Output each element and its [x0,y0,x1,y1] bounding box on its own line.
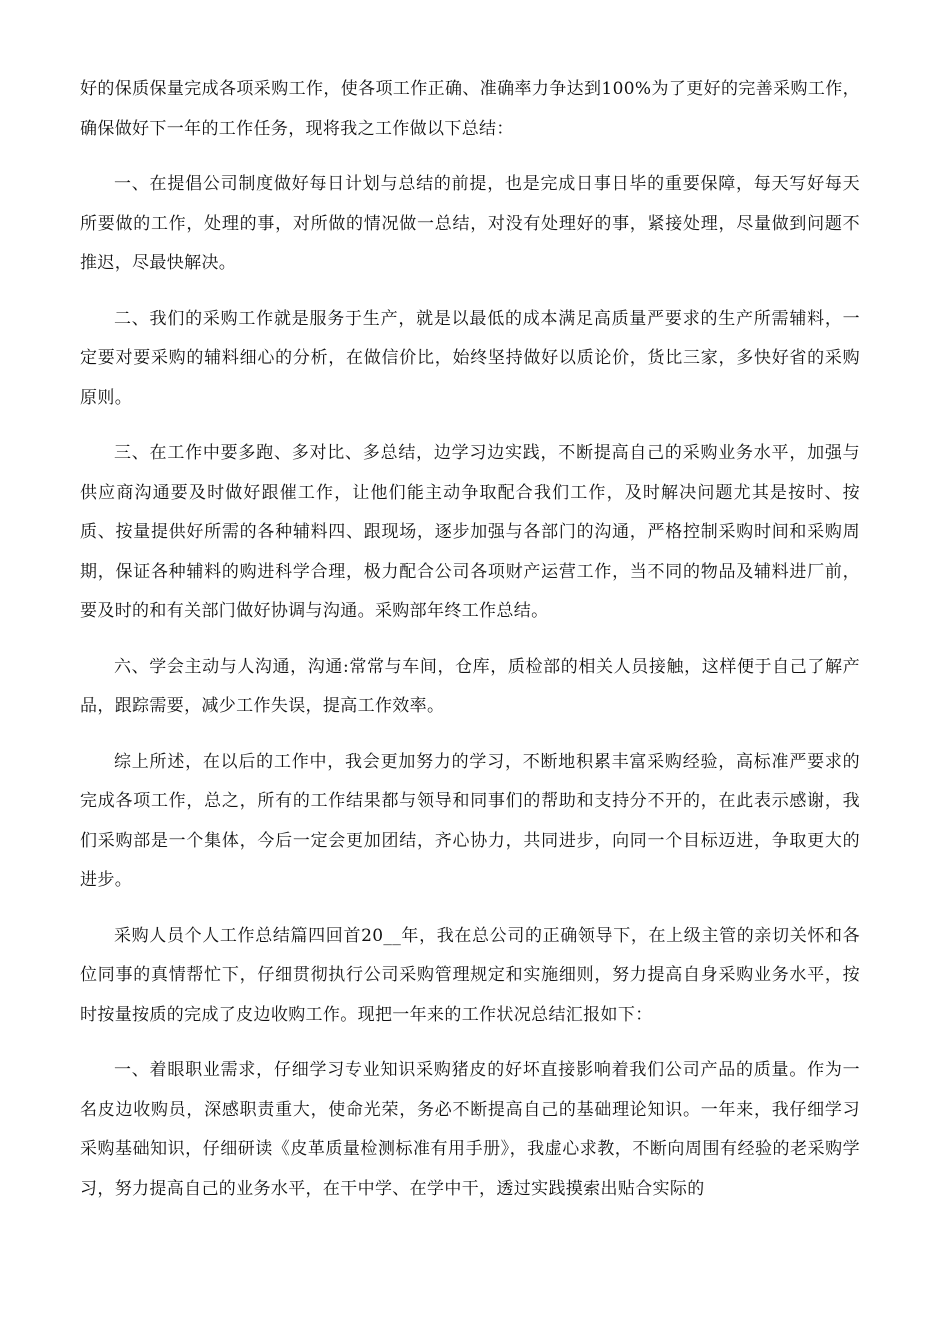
paragraph-point-2: 二、我们的采购工作就是服务于生产，就是以最低的成本满足高质量严要求的生产所需辅料，一定要对要采购的辅料细心的分析，在做信价比，始终坚持做好以质论价，货比三家，多快好省的采购原则。 [80,308,860,408]
paragraph-section-four-intro: 采购人员个人工作总结篇四回首20__年，我在总公司的正确领导下，在上级主管的亲切关怀和各位同事的真情帮忙下，仔细贯彻执行公司采购管理规定和实施细则，努力提高自身采购业务水平，按时按量按质的完成了皮边收购工作。现把一年来的工作状况总结汇报如下： [80,925,860,1025]
paragraph-continued: 好的保质保量完成各项采购工作，使各项工作正确、准确率力争达到100%为了更好的完善采购工作，确保做好下一年的工作任务，现将我之工作做以下总结： [80,79,860,139]
paragraph-point-3: 三、在工作中要多跑、多对比、多总结，边学习边实践，不断提高自己的采购业务水平，加强与供应商沟通要及时做好跟催工作，让他们能主动争取配合我们工作，及时解决问题尤其是按时、按质、按量提供好所需的各种辅料四、跟现场，逐步加强与各部门的沟通，严格控制采购时间和采购周期，保证各种辅料的购进科学合理，极力配合公司各项财产运营工作，当不同的物品及辅料进厂前，要及时的和有关部门做好协调与沟通。采购部年终工作总结。 [80,443,860,621]
paragraph-point-6: 六、学会主动与人沟通，沟通:常常与车间，仓库，质检部的相关人员接触，这样便于自己了解产品，跟踪需要，减少工作失误，提高工作效率。 [80,656,860,716]
document-page [80,70,860,1225]
paragraph-section-four-point-1: 一、着眼职业需求，仔细学习专业知识采购猪皮的好坏直接影响着我们公司产品的质量。作为一名皮边收购员，深感职责重大，使命光荣，务必不断提高自己的基础理论知识。一年来，我仔细学习采购基础知识，仔细研读《皮革质量检测标准有用手册》，我虚心求教，不断向周围有经验的老采购学习，努力提高自己的业务水平，在干中学、在学中干，透过实践摸索出贴合实际的 [80,1060,860,1199]
paragraph-point-1: 一、在提倡公司制度做好每日计划与总结的前提，也是完成日事日毕的重要保障，每天写好每天所要做的工作，处理的事，对所做的情况做一总结，对没有处理好的事，紧接处理，尽量做到问题不推迟，尽最快解决。 [80,174,860,273]
paragraph-conclusion: 综上所述，在以后的工作中，我会更加努力的学习，不断地积累丰富采购经验，高标准严要求的完成各项工作，总之，所有的工作结果都与领导和同事们的帮助和支持分不开的，在此表示感谢，我们采购部是一个集体，今后一定会更加团结，齐心协力，共同进步，向同一个目标迈进，争取更大的进步。 [80,751,860,890]
